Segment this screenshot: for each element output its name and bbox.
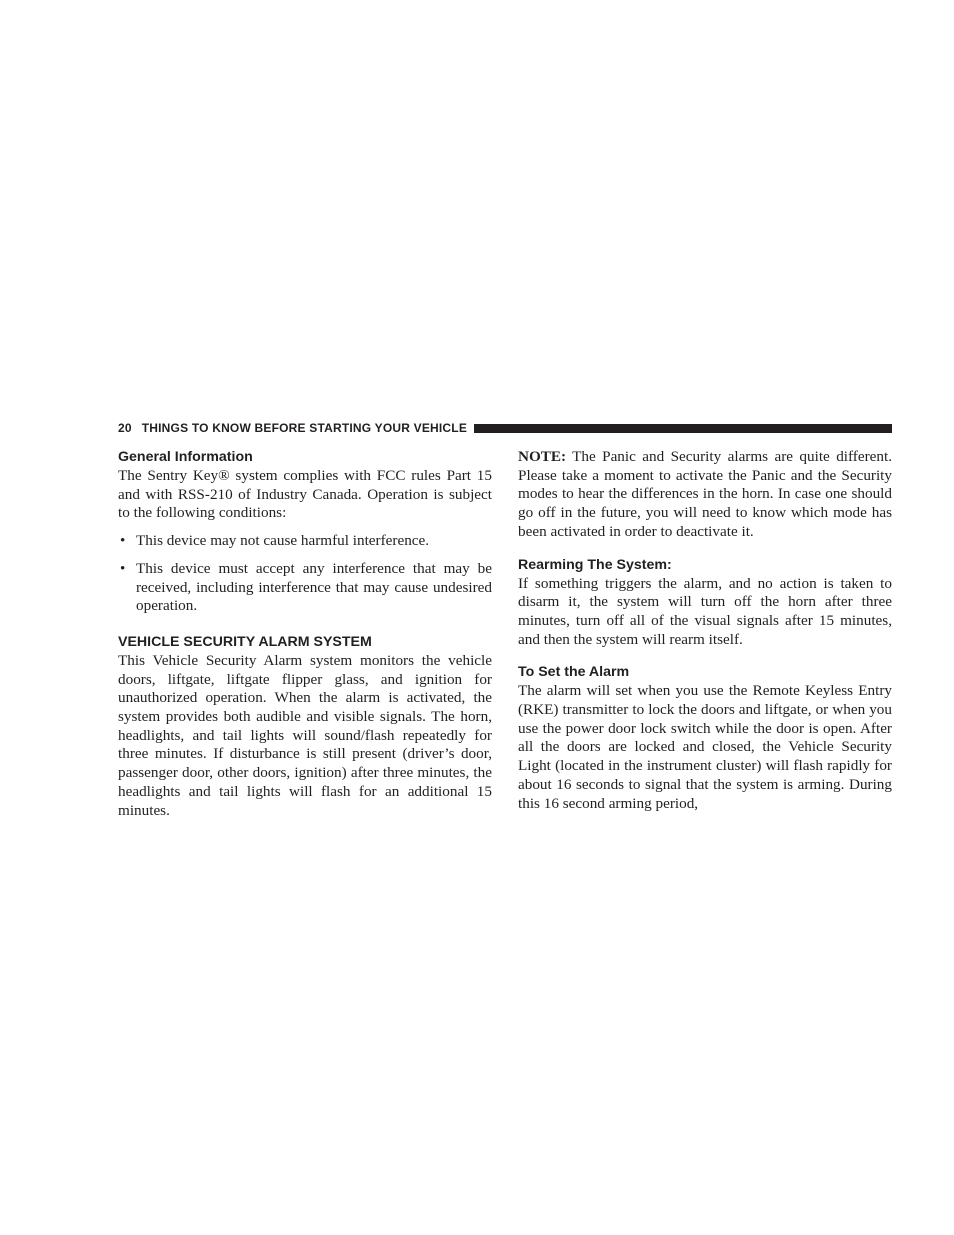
right-column bbox=[518, 448, 892, 813]
list-item bbox=[118, 532, 492, 551]
vehicle-security-alarm-paragraph: This Vehicle Security Alarm system monitors the vehicle doors, liftgate, liftgate flipper glass, and ignition for unauthorized operation. When the alarm is activated, the system provides both audible and visible signals. The horn, headlights, and tail lights will sound/flash repeatedly for three minutes. If disturbance is still present (driver’s door, passenger door, other doors, ignition) after three minutes, the headlights and tail lights will flash for an additional 15 minutes. bbox=[118, 651, 492, 819]
page-number: 20 bbox=[118, 421, 132, 435]
page-header bbox=[118, 420, 892, 436]
set-alarm-paragraph: The alarm will set when you use the Remote Keyless Entry (RKE) transmitter to lock the doors and liftgate, or when you use the power door lock switch while the door is open. After all the doors are locked and closed, the Vehicle Security Light (located in the instrument cluster) will flash rapidly for about 16 seconds to signal that the system is arming. During this 16 second arming period, bbox=[518, 682, 892, 812]
left-column bbox=[118, 448, 492, 820]
note-label: NOTE: bbox=[518, 448, 567, 465]
rearming-paragraph: If something triggers the alarm, and no action is taken to disarm it, the system will turn off the horn after three minutes, turn off all of the visual signals after 15 minutes, and then the system will rearm itself. bbox=[518, 574, 892, 648]
vehicle-security-alarm-heading: VEHICLE SECURITY ALARM SYSTEM bbox=[118, 633, 372, 650]
list-item bbox=[118, 560, 492, 616]
bullet-icon: • bbox=[120, 532, 126, 550]
list-item-text: This device must accept any interference that may be received, including interference that may cause undesired operation. bbox=[136, 559, 492, 615]
section-title: THINGS TO KNOW BEFORE STARTING YOUR VEHICLE bbox=[141, 421, 468, 435]
general-information-paragraph: The Sentry Key® system complies with FCC rules Part 15 and with RSS-210 of Industry Canada. Operation is subject to the following conditions: bbox=[118, 467, 492, 522]
bullet-icon: • bbox=[120, 559, 126, 577]
header-rule-bar bbox=[474, 424, 892, 433]
conditions-list bbox=[118, 532, 492, 616]
set-alarm-heading: To Set the Alarm bbox=[518, 664, 630, 681]
general-information-heading: General Information bbox=[118, 449, 253, 465]
note-paragraph bbox=[518, 448, 892, 542]
rearming-heading: Rearming The System: bbox=[518, 556, 672, 573]
note-text: The Panic and Security alarms are quite different. Please take a moment to activate the Panic and the Security modes to hear the differences in the horn. In case one should go off in the future, you will need to know which mode has been activated in order to deactivate it. bbox=[518, 448, 892, 540]
list-item-text: This device may not cause harmful interference. bbox=[136, 532, 430, 550]
